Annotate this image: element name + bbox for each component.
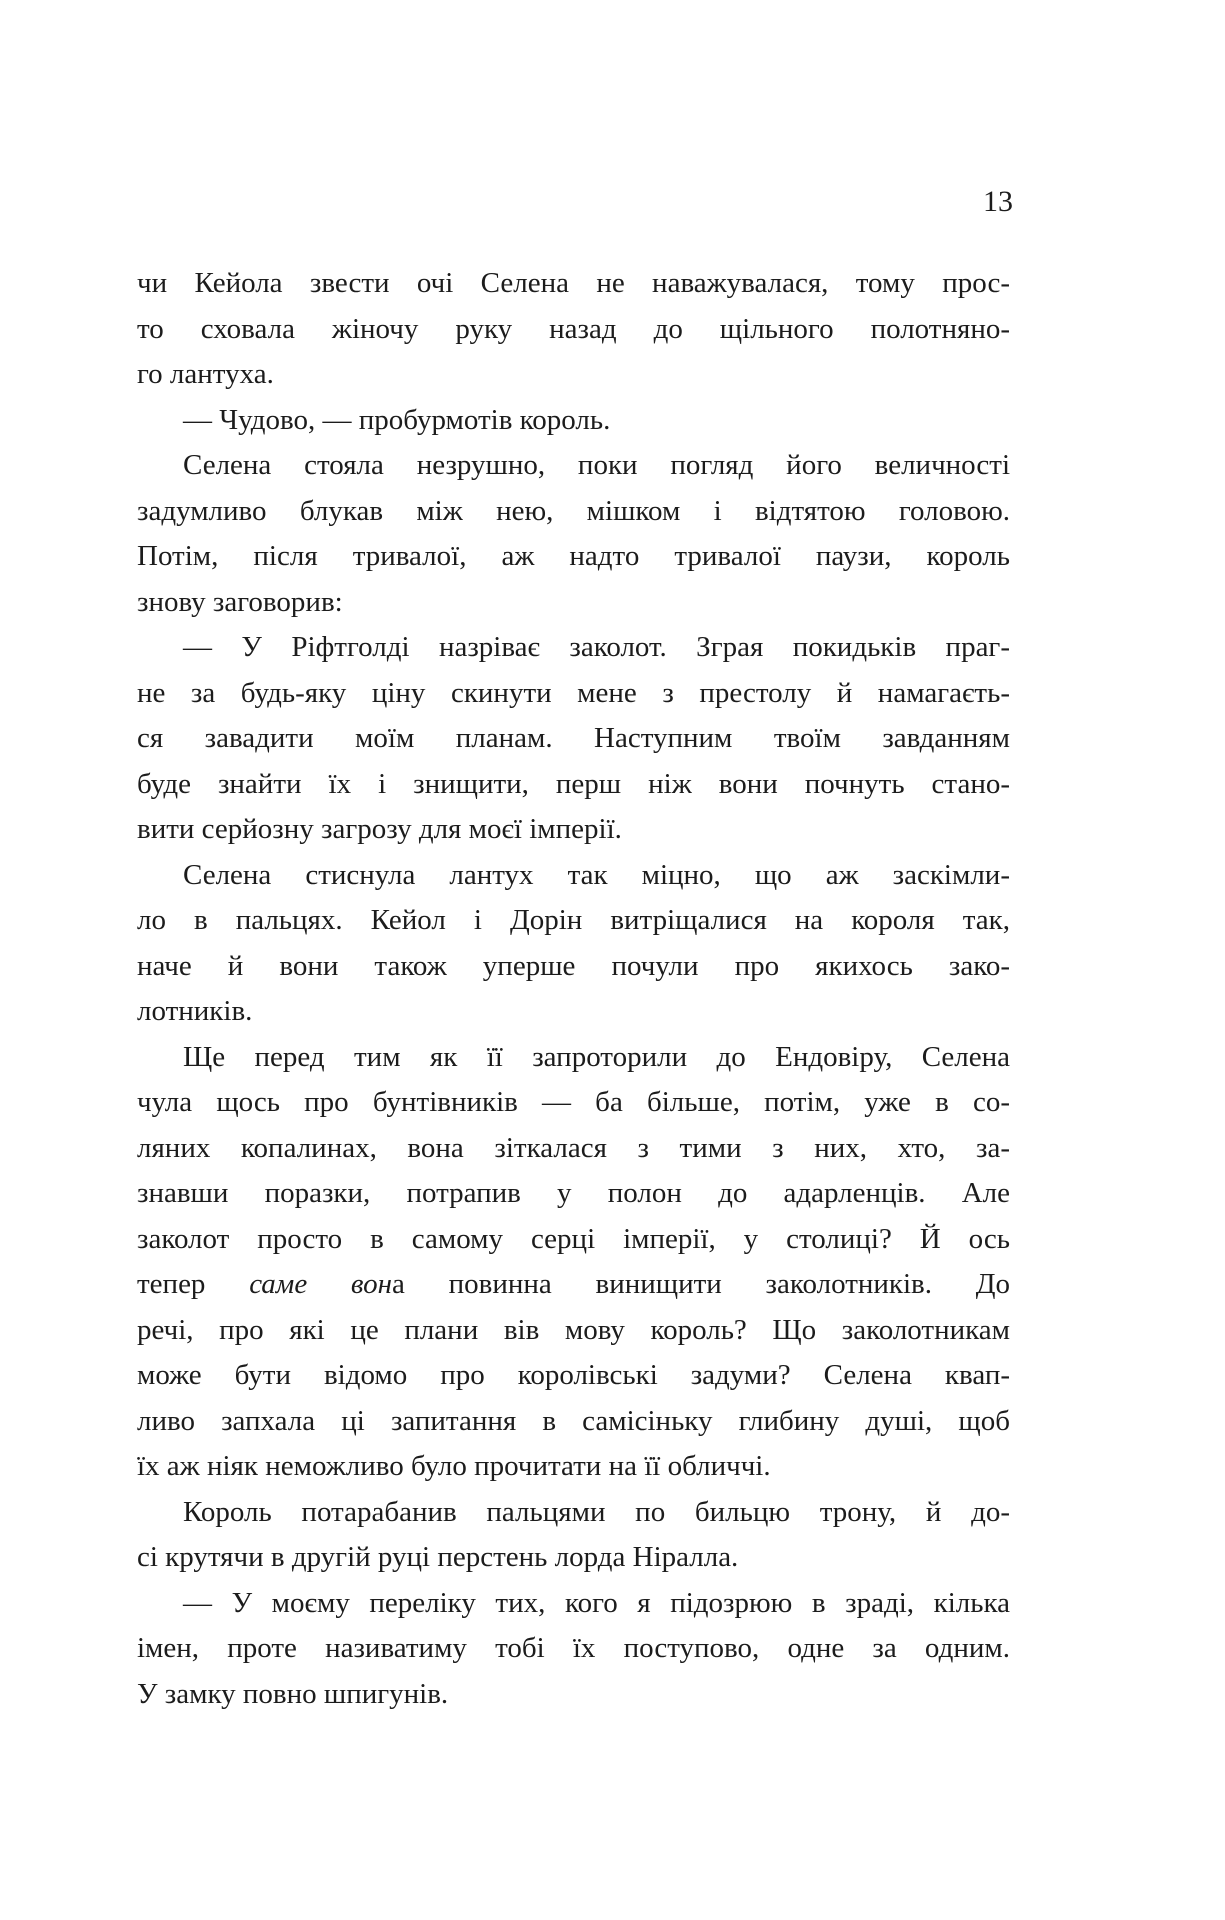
text-line: ляних копалинах, вона зіткалася з тими з них, хто, за- <box>137 1131 1010 1164</box>
text-line: — Чудово, — пробурмотів король. <box>183 403 611 436</box>
text-line: Селена стиснула лантух так міцно, що аж заскімли- <box>183 858 1010 891</box>
text-line: лотників. <box>137 995 253 1027</box>
text-line: Селена стояла незрушно, поки погляд його величності <box>183 449 1010 481</box>
text-line: то сховала жіночу руку назад до щільного полотняно- <box>137 312 1010 345</box>
text-line: може бути відомо про королівські задуми? Селена квап- <box>137 1359 1010 1391</box>
text-line: імен, проте називатиму тобі їх поступово, одне за одним. <box>137 1632 1010 1664</box>
text-line: — У Ріфтголді назріває заколот. Зграя покидьків праг- <box>183 631 1010 663</box>
page-text <box>137 261 1010 1717</box>
text-line: чи Кейола звести очі Селена не наважувалася, тому прос- <box>137 267 1010 299</box>
text-line: сі крутячи в другій руці перстень лорда Ніралла. <box>137 1541 739 1573</box>
text-line: У замку повно шпигунів. <box>137 1677 449 1710</box>
text-line: чула щось про бунтівників — ба більше, потім, уже в со- <box>137 1086 1010 1118</box>
text-line: ся завадити моїм планам. Наступним твоїм завданням <box>137 722 1010 754</box>
text-line: го лантуха. <box>137 358 274 390</box>
text-line: тепер саме вона повинна винищити заколотників. До <box>137 1268 1011 1300</box>
text-line: ло в пальцях. Кейол і Дорін витріщалися на короля так, <box>137 904 1010 936</box>
text-line: речі, про які це плани вів мову король? Що заколотникам <box>137 1313 1010 1346</box>
text-line: вити серйозну загрозу для моєї імперії. <box>137 813 622 845</box>
text-line: задумливо блукав між нею, мішком і відтятою головою. <box>137 494 1010 527</box>
text-line: — У моєму переліку тих, кого я підозрюю в зраді, кілька <box>183 1586 1010 1619</box>
text-line: знову заговорив: <box>137 585 343 618</box>
text-line: Ще перед тим як її запроторили до Ендовіру, Селена <box>183 1040 1010 1073</box>
text-line: буде знайти їх і знищити, перш ніж вони почнуть стано- <box>137 767 1010 800</box>
text-line: знавши поразки, потрапив у полон до адарленців. Але <box>137 1177 1010 1209</box>
text-line: ливо запхала ці запитання в самісіньку глибину душі, щоб <box>137 1404 1010 1437</box>
text-line: не за будь-яку ціну скинути мене з престолу й намагаєть- <box>137 676 1010 709</box>
text-line: заколот просто в самому серці імперії, у столиці? Й ось <box>137 1222 1010 1255</box>
page-number: 13 <box>983 185 1013 218</box>
text-line: наче й вони також уперше почули про якихось зако- <box>137 949 1010 982</box>
text-line: їх аж ніяк неможливо було прочитати на її обличчі. <box>137 1450 771 1482</box>
text-line: Король потарабанив пальцями по бильцю трону, й до- <box>183 1495 1010 1528</box>
text-line: Потім, після тривалої, аж надто тривалої паузи, король <box>137 540 1010 572</box>
